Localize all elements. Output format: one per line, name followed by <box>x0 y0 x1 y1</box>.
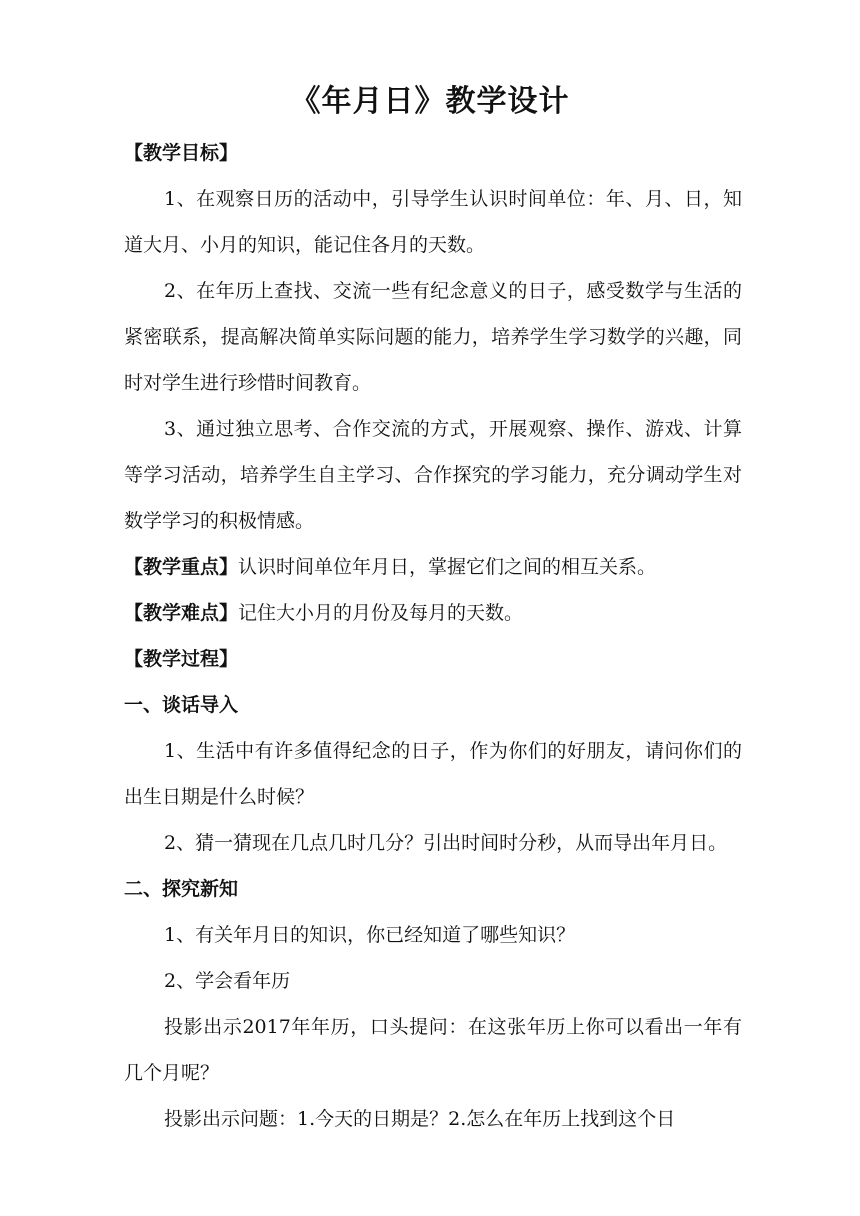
part2-item-1: 1、有关年月日的知识，你已经知道了哪些知识？ <box>164 924 576 946</box>
key-point <box>124 544 742 590</box>
difficulty-label: 【教学难点】 <box>124 602 239 624</box>
part1-heading: 一、谈话导入 <box>124 694 239 716</box>
document-body <box>124 130 742 1142</box>
key-point-label: 【教学重点】 <box>124 556 239 578</box>
document-title: 《年月日》教学设计 <box>290 84 570 119</box>
objective-2: 2、在年历上查找、交流一些有纪念意义的日子，感受数学与生活的紧密联系，提高解决简单实际问题的能力，培养学生学习数学的兴趣，同时对学生进行珍惜时间教育。 <box>124 280 742 394</box>
part2-item-2: 2、学会看年历 <box>164 970 291 992</box>
process-heading: 【教学过程】 <box>124 648 239 670</box>
objectives-heading: 【教学目标】 <box>124 142 239 164</box>
difficulty <box>124 590 742 636</box>
objective-1: 1、在观察日历的活动中，引导学生认识时间单位：年、月、日，知道大月、小月的知识，能记住各月的天数。 <box>124 188 742 256</box>
part2-heading: 二、探究新知 <box>124 878 239 900</box>
part1-item-1: 1、生活中有许多值得纪念的日子，作为你们的好朋友，请问你们的出生日期是什么时候？ <box>124 740 742 808</box>
key-point-text: 认识时间单位年月日，掌握它们之间的相互关系。 <box>238 556 657 578</box>
part2-item-4: 投影出示问题：1.今天的日期是？2.怎么在年历上找到这个日 <box>164 1108 676 1130</box>
part2-item-3: 投影出示2017年年历，口头提问：在这张年历上你可以看出一年有几个月呢？ <box>124 1016 742 1084</box>
objective-3: 3、通过独立思考、合作交流的方式，开展观察、操作、游戏、计算等学习活动，培养学生自主学习、合作探究的学习能力，充分调动学生对数学学习的积极情感。 <box>124 418 742 532</box>
part1-item-2: 2、猜一猜现在几点几时几分？引出时间时分秒，从而导出年月日。 <box>164 832 728 854</box>
difficulty-text: 记住大小月的月份及每月的天数。 <box>238 602 524 624</box>
